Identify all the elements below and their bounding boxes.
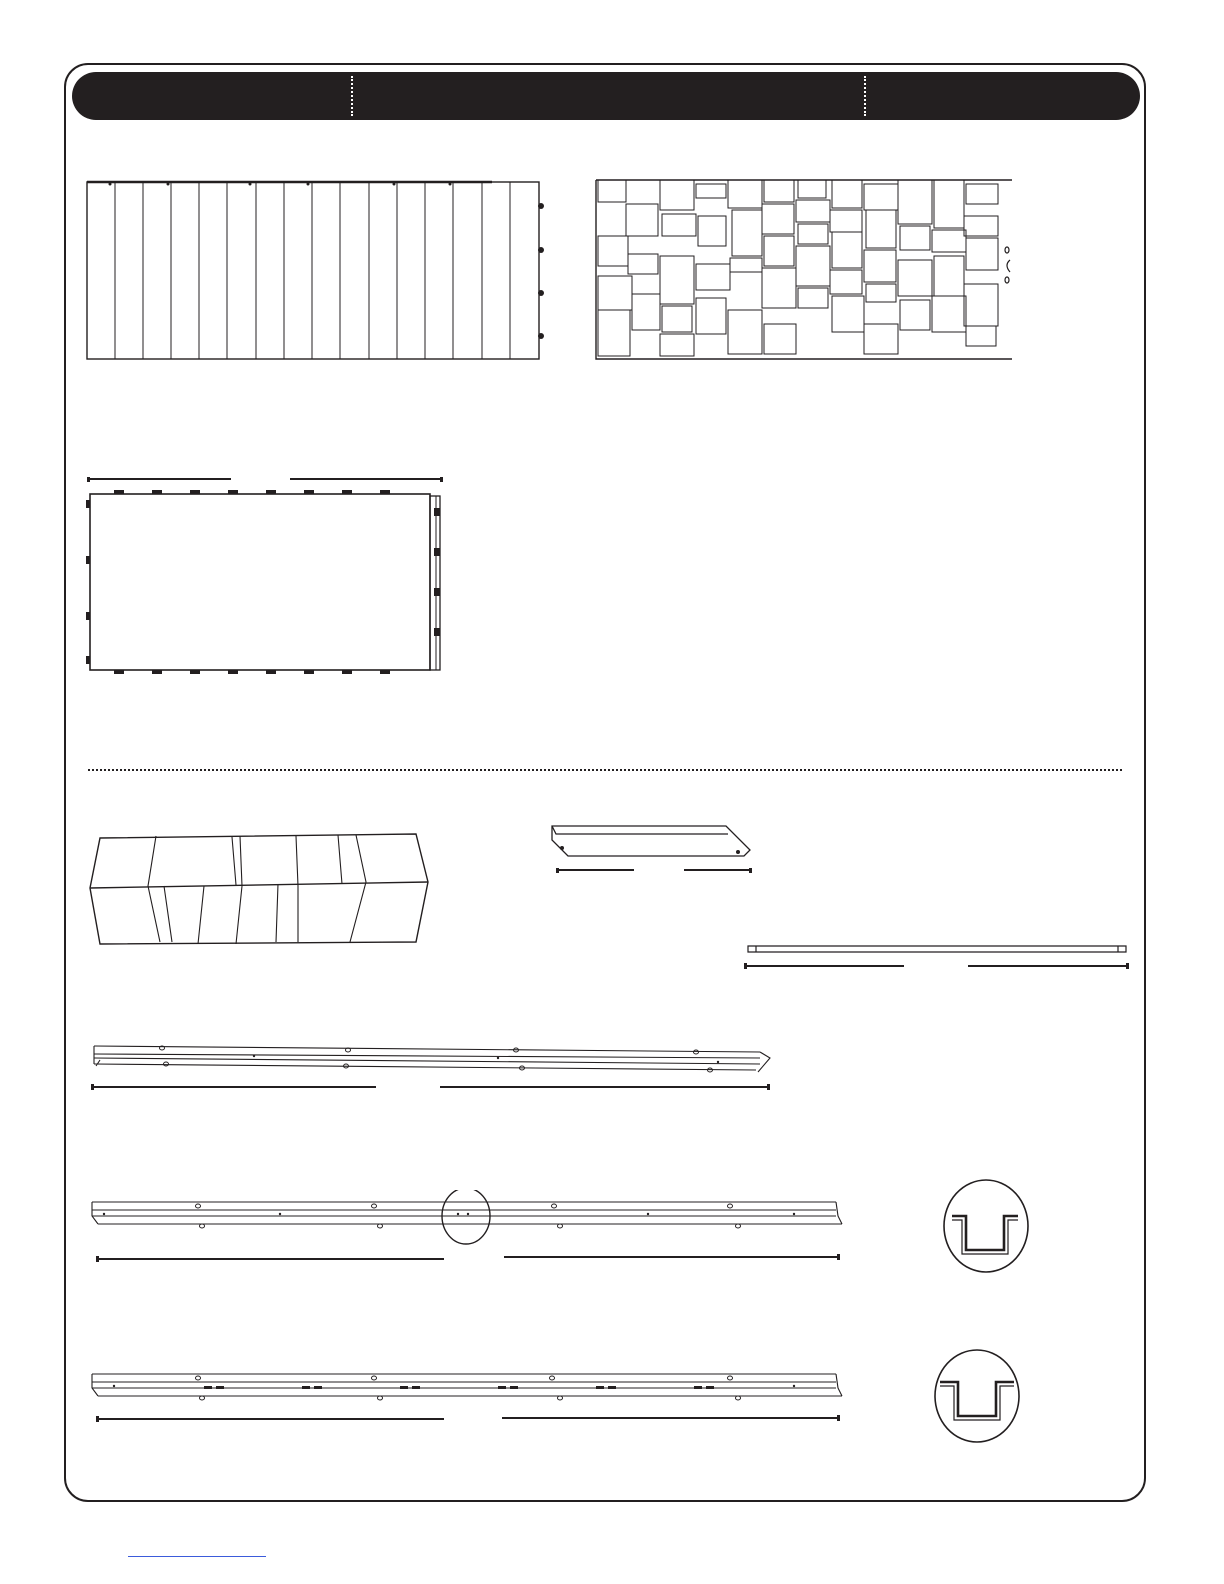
rail-2-profile-detail bbox=[940, 1176, 1032, 1276]
angle-bracket bbox=[548, 822, 758, 878]
header-divider-1 bbox=[351, 76, 353, 116]
rail-3 bbox=[84, 1364, 850, 1424]
panel-shingle-roof bbox=[592, 176, 1022, 366]
header-bar bbox=[72, 72, 1140, 120]
section-divider bbox=[88, 769, 1122, 771]
rail-1 bbox=[86, 1040, 776, 1092]
long-rod bbox=[740, 940, 1132, 974]
rail-3-profile-detail bbox=[930, 1346, 1024, 1446]
gable-box-assembly bbox=[86, 830, 430, 948]
panel-floor bbox=[84, 472, 450, 678]
panel-vertical-siding bbox=[82, 176, 552, 366]
rail-2 bbox=[84, 1190, 850, 1266]
header-divider-2 bbox=[864, 76, 866, 116]
rail-profile-hat-icon bbox=[940, 1382, 1014, 1420]
rail-profile-u-icon bbox=[952, 1216, 1018, 1254]
footer-link-underline[interactable] bbox=[128, 1556, 266, 1557]
